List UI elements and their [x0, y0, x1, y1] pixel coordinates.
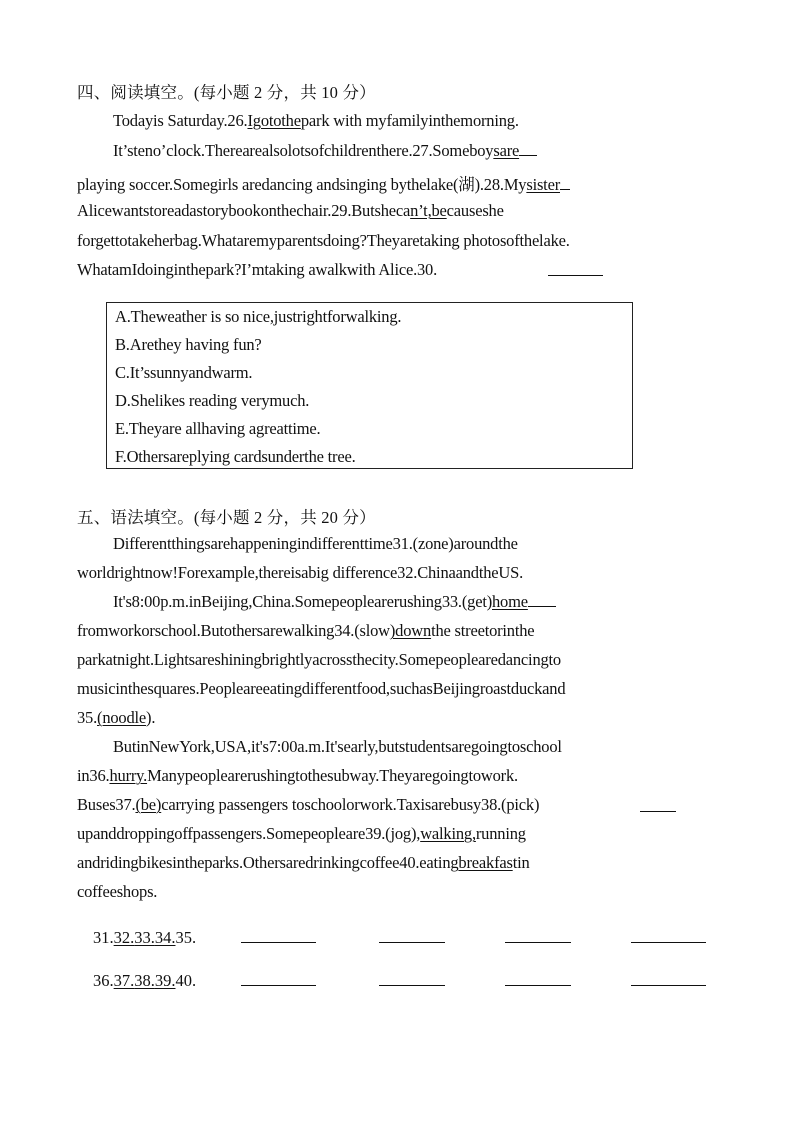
- option-b: B.Arethey having fun?: [115, 335, 262, 354]
- answer-blank-34[interactable]: [631, 941, 706, 943]
- option-f: F.Othersareplying cardsunderthe tree.: [115, 447, 356, 466]
- answer-blank[interactable]: [528, 605, 556, 607]
- passage-line: in36.hurry.Manypeoplearerushingtothesubway.Theyaregoingtowork.: [77, 766, 518, 785]
- options-box: [106, 302, 633, 469]
- passage-line: Buses37.(be)carrying passengers toschoolorwork.Taxisarebusy38.(pick): [77, 795, 540, 814]
- passage-line: Alicewantstoreadastorybookonthechair.29.Butshecan’t,becauseshe: [77, 201, 504, 220]
- passage-line: It’steno’clock.Therearealsolotsofchildrenthere.27.Someboysare: [113, 141, 537, 161]
- answer-blank[interactable]: [519, 154, 537, 156]
- answer-blank[interactable]: [560, 188, 570, 190]
- answer-blank-38[interactable]: [640, 810, 676, 812]
- passage-line: parkatnight.Lightsareshiningbrightlyacrossthecity.Somepeoplearedancingto: [77, 650, 561, 669]
- passage-line: 35.(noodle).: [77, 708, 156, 727]
- answer-blank-30[interactable]: [548, 274, 603, 276]
- answer-blank-33[interactable]: [505, 941, 571, 943]
- passage-line: worldrightnow!Forexample,thereisabig difference32.ChinaandtheUS.: [77, 563, 524, 582]
- section5-heading: 五、语法填空。(每小题 2 分，共 20 分）: [77, 508, 376, 527]
- passage-line: Todayis Saturday.26.Igotothepark with myfamilyinthemorning.: [113, 111, 519, 130]
- option-d: D.Shelikes reading verymuch.: [115, 391, 310, 410]
- option-e: E.Theyare allhaving agreattime.: [115, 419, 321, 438]
- answer-blank-38b[interactable]: [505, 984, 571, 986]
- passage-line: fromworkorschool.Butothersarewalking34.(slow)downthe streetorinthe: [77, 621, 535, 640]
- answer-row-1: 31.32.33.34.35.: [93, 928, 197, 947]
- passage-line: It's8:00p.m.inBeijing,China.Somepeoplearerushing33.(get)home: [113, 592, 556, 612]
- passage-line: upanddroppingoffpassengers.Somepeopleare39.(jog),walking,running: [77, 824, 526, 843]
- answer-blank-36[interactable]: [241, 984, 316, 986]
- option-a: A.Theweather is so nice,justrightforwalking.: [115, 307, 402, 326]
- passage-line: coffeeshops.: [77, 882, 158, 901]
- passage-line: forgettotakeherbag.Whataremyparentsdoing?Theyaretaking photosofthelake.: [77, 231, 570, 250]
- passage-line: playing soccer.Somegirls aredancing andsinging bythelake(湖).28.Mysister: [77, 171, 570, 195]
- passage-line: ButinNewYork,USA,it's7:00a.m.It'searly,butstudentsaregoingtoschool: [113, 737, 562, 756]
- answer-blank-39[interactable]: [631, 984, 706, 986]
- section4-heading: 四、阅读填空。(每小题 2 分，共 10 分）: [77, 83, 376, 102]
- answer-blank-37[interactable]: [379, 984, 445, 986]
- answer-blank-32[interactable]: [379, 941, 445, 943]
- answer-blank-31[interactable]: [241, 941, 316, 943]
- passage-line: musicinthesquares.Peopleareeatingdifferentfood,suchasBeijingroastduckand: [77, 679, 566, 698]
- passage-line: andridingbikesintheparks.Othersaredrinkingcoffee40.eatingbreakfastin: [77, 853, 530, 872]
- answer-row-2: 36.37.38.39.40.: [93, 971, 197, 990]
- passage-line: Differentthingsarehappeningindifferenttime31.(zone)aroundthe: [113, 534, 518, 553]
- option-c: C.It’ssunnyandwarm.: [115, 363, 253, 382]
- passage-line: WhatamIdoinginthepark?I’mtaking awalkwith Alice.30.: [77, 260, 438, 279]
